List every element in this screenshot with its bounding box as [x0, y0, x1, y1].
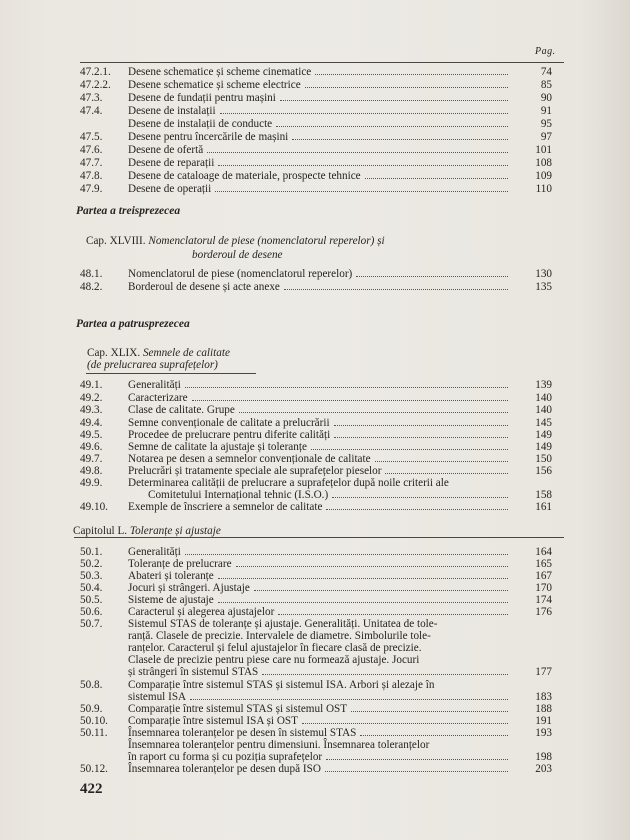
entry-page-number: 130 — [535, 268, 552, 280]
entry-number: 49.8. — [80, 465, 103, 477]
toc-entry — [80, 131, 552, 144]
dot-leader — [332, 497, 508, 498]
toc-entry — [80, 170, 552, 183]
entry-page-number: 198 — [535, 751, 552, 763]
entry-page-number: 161 — [535, 501, 552, 513]
entry-number: 50.4. — [80, 582, 103, 594]
chapter-48-title-line2: borderoul de desene — [192, 249, 283, 261]
entry-title: Desene de fundații pentru mașini — [128, 92, 276, 104]
dot-leader — [218, 602, 508, 603]
toc-entry — [80, 92, 552, 105]
entry-number: 50.6. — [80, 606, 103, 618]
toc-entry — [80, 105, 552, 118]
entry-title: Însemnarea toleranțelor pe desen după ISO — [128, 763, 321, 775]
entry-title: Exemple de înscriere a semnelor de calitate — [128, 501, 323, 513]
entry-title: Desene de cataloage de materiale, prospecte tehnice — [128, 170, 361, 182]
entry-page-number: 91 — [540, 105, 552, 117]
entry-page-number: 191 — [535, 715, 552, 727]
entry-page-number: 145 — [535, 417, 552, 429]
entry-page-number: 188 — [535, 703, 552, 715]
dot-leader — [305, 87, 508, 88]
entry-number: 49.1. — [80, 379, 103, 391]
entry-number: 49.9. — [80, 477, 103, 489]
entry-title: Comparație între sistemul STAS și sistemul OST — [128, 703, 348, 715]
entry-title: Generalități — [128, 546, 181, 558]
entry-title: Prelucrări și tratamente speciale ale suprafețelor pieselor — [128, 465, 382, 477]
entry-title: Desene de operații — [128, 183, 212, 195]
entry-number: 47.8. — [80, 170, 103, 182]
dot-leader — [192, 400, 508, 401]
chapter-48-number: Cap. XLVIII. — [86, 235, 146, 247]
entry-title: Abateri și toleranțe — [128, 570, 214, 582]
entry-page-number: 140 — [535, 404, 552, 416]
dot-leader — [220, 113, 508, 114]
entry-number: 47.3. — [80, 92, 103, 104]
dot-leader — [385, 473, 508, 474]
entry-page-number: 149 — [535, 429, 552, 441]
entry-number: 49.2. — [80, 392, 103, 404]
entry-number: 48.1. — [80, 268, 103, 280]
entry-title: Toleranțe de prelucrare — [128, 558, 232, 570]
chapter-49-underline — [86, 373, 256, 374]
entry-title: Comparație între sistemul STAS și sistemul ISA. Arbori și alezaje în — [128, 679, 435, 691]
part-13-heading: Partea a treisprezecea — [76, 205, 181, 217]
entry-title: Desene schematice și scheme cinematice — [128, 66, 312, 78]
entry-title: Caracterul și alegerea ajustajelor — [128, 606, 275, 618]
toc-entry — [80, 118, 552, 131]
entry-title: Borderoul de desene și acte anexe — [128, 281, 280, 293]
entry-number: 50.9. — [80, 703, 103, 715]
dot-leader — [302, 723, 508, 724]
entry-page-number: 193 — [535, 727, 552, 739]
entry-page-number: 150 — [535, 453, 552, 465]
entry-title: Determinarea calității de prelucrare a suprafețelor după noile criterii ale — [128, 477, 449, 489]
entry-number: 50.5. — [80, 594, 103, 606]
entry-number: 49.3. — [80, 404, 103, 416]
entry-page-number: 167 — [535, 570, 552, 582]
dot-leader — [278, 614, 508, 615]
dot-leader — [276, 126, 508, 127]
entry-title: Sisteme de ajustaje — [128, 594, 214, 606]
toc-entry — [80, 379, 552, 392]
entry-number: 49.4. — [80, 417, 103, 429]
entry-number: 47.7. — [80, 157, 103, 169]
entry-page-number: 203 — [535, 763, 552, 775]
entry-title: Desene schematice și scheme electrice — [128, 79, 301, 91]
entry-title: sistemul ISA — [128, 691, 187, 703]
entry-title: Însemnarea toleranțelor pentru dimensiuni. Însemnarea toleranțelor — [128, 739, 430, 751]
entry-page-number: 110 — [535, 183, 552, 195]
toc-entry — [80, 144, 552, 157]
entry-page-number: 101 — [535, 144, 552, 156]
dot-leader — [218, 578, 508, 579]
entry-title: Caracterizare — [128, 392, 188, 404]
toc-entry-49-10 — [80, 501, 552, 514]
chapter-49-title — [87, 347, 230, 359]
dot-leader — [185, 554, 508, 555]
entry-title: Desene de instalații — [128, 105, 216, 117]
dot-leader — [284, 289, 508, 290]
dot-leader — [334, 437, 508, 438]
entry-title: Însemnarea toleranțelor pe desen în sistemul STAS — [128, 727, 357, 739]
dot-leader — [365, 178, 508, 179]
entry-number: 48.2. — [80, 281, 103, 293]
entry-title: Sistemul STAS de toleranțe și ajustaje. Generalități. Unitatea de tole- — [128, 618, 438, 630]
dot-leader — [218, 165, 508, 166]
toc-entry — [80, 268, 552, 281]
entry-page-number: 97 — [540, 131, 552, 143]
toc-entry — [80, 66, 552, 79]
entry-title: Generalități — [128, 379, 181, 391]
entry-page-number: 174 — [535, 594, 552, 606]
entry-number: 49.7. — [80, 453, 103, 465]
entry-page-number: 170 — [535, 582, 552, 594]
dot-leader — [185, 387, 508, 388]
dot-leader — [315, 74, 508, 75]
entry-number: 47.9. — [80, 183, 103, 195]
dot-leader — [360, 735, 508, 736]
entry-title: Procedee de prelucrare pentru diferite calități — [128, 429, 331, 441]
entry-page-number: 108 — [535, 157, 552, 169]
page-column-label: Pag. — [535, 46, 556, 57]
dot-leader — [262, 674, 508, 675]
entry-number: 50.10. — [80, 715, 108, 727]
entry-title: Notarea pe desen a semnelor convenționale de calitate — [128, 453, 371, 465]
entry-number: 49.10. — [80, 501, 108, 513]
entry-page-number: 164 — [535, 546, 552, 558]
dot-leader — [207, 152, 508, 153]
entry-number: 49.6. — [80, 441, 103, 453]
entry-title: în raport cu forma și cu poziția suprafețelor — [128, 751, 323, 763]
entry-title: Nomenclatorul de piese (nomenclatorul reperelor) — [128, 268, 353, 280]
dot-leader — [326, 759, 508, 760]
entry-number: 49.5. — [80, 429, 103, 441]
entry-page-number: 140 — [535, 392, 552, 404]
toc-entry — [80, 157, 552, 170]
chapter-50-prefix: Capitolul L. — [73, 525, 128, 537]
entry-title: ranțelor. Caracterul și felul ajustajelor în fiecare clasă de precizie. — [128, 642, 422, 654]
chapter-49-number: Cap. XLIX. — [87, 347, 141, 359]
dot-leader — [325, 771, 508, 772]
chapter-48-title — [86, 235, 385, 247]
entry-page-number: 165 — [535, 558, 552, 570]
entry-number: 47.4. — [80, 105, 103, 117]
chapter-50-rule — [74, 537, 564, 538]
entry-number: 47.2.1. — [80, 66, 111, 78]
dot-leader — [190, 699, 508, 700]
dot-leader — [236, 566, 508, 567]
dot-leader — [326, 509, 508, 510]
entry-title: Jocuri și strângeri. Ajustaje — [128, 582, 250, 594]
part-14-heading: Partea a patrusprezecea — [76, 318, 190, 330]
entry-page-number: 149 — [535, 441, 552, 453]
dot-leader — [239, 412, 508, 413]
dot-leader — [375, 461, 508, 462]
entry-page-number: 183 — [535, 691, 552, 703]
entry-title: Semne de calitate la ajustaje și toleranțe — [128, 441, 307, 453]
entry-number: 50.3. — [80, 570, 103, 582]
dot-leader — [215, 191, 508, 192]
entry-page-number: 74 — [540, 66, 552, 78]
entry-page-number: 139 — [535, 379, 552, 391]
chapter-50-title — [73, 525, 221, 537]
entry-title: Desene pentru încercările de mașini — [128, 131, 289, 143]
entry-title: Desene de reparații — [128, 157, 215, 169]
page-number: 422 — [80, 781, 103, 797]
toc-entry — [80, 79, 552, 92]
entry-page-number: 109 — [535, 170, 552, 182]
dot-leader — [254, 590, 508, 591]
toc-entry — [80, 183, 552, 196]
toc-entry-50-7-cont — [80, 666, 552, 679]
entry-number: 50.8. — [80, 679, 103, 691]
entry-title: Desene de ofertă — [128, 144, 204, 156]
chapter-49-title-line1: Semnele de calitate — [142, 347, 230, 359]
entry-number: 50.7. — [80, 618, 103, 630]
entry-page-number: 176 — [535, 606, 552, 618]
dot-leader — [356, 276, 508, 277]
dot-leader — [311, 449, 508, 450]
entry-page-number: 95 — [540, 118, 552, 130]
entry-title: ranță. Clasele de precizie. Intervalele de diametre. Simbolurile tole- — [128, 630, 431, 642]
entry-number: 50.1. — [80, 546, 103, 558]
dot-leader — [334, 425, 508, 426]
entry-page-number: 156 — [535, 465, 552, 477]
entry-title: Semne convenționale de calitate a prelucrării — [128, 417, 330, 429]
entry-title: Desene de instalații de conducte — [128, 118, 273, 130]
entry-number: 47.2.2. — [80, 79, 111, 91]
entry-title: Comitetului Internațional tehnic (I.S.O.) — [148, 489, 329, 501]
entry-page-number: 135 — [535, 281, 552, 293]
header-rule — [80, 62, 564, 63]
toc-entry — [80, 281, 552, 294]
entry-number: 47.5. — [80, 131, 103, 143]
entry-title: și strângeri în sistemul STAS — [128, 666, 259, 678]
entry-page-number: 177 — [535, 666, 552, 678]
toc-entry — [80, 404, 552, 417]
entry-page-number: 90 — [540, 92, 552, 104]
dot-leader — [292, 139, 508, 140]
chapter-48-title-line1: Nomenclatorul de piese (nomenclatorul reperelor) și — [148, 235, 385, 247]
entry-number: 50.11. — [80, 727, 108, 739]
entry-page-number: 85 — [540, 79, 552, 91]
entry-number: 50.2. — [80, 558, 103, 570]
entry-page-number: 158 — [535, 489, 552, 501]
entry-title: Clasele de precizie pentru piese care nu formează ajustaje. Jocuri — [128, 654, 420, 666]
dot-leader — [280, 100, 508, 101]
chapter-49-title-line2: (de prelucrarea suprafețelor) — [87, 359, 218, 371]
entry-number: 47.6. — [80, 144, 103, 156]
toc-entry-50-12 — [80, 763, 552, 776]
dot-leader — [351, 711, 508, 712]
chapter-50-title-text: Toleranțe și ajustaje — [129, 525, 221, 537]
entry-title: Comparație între sistemul ISA și OST — [128, 715, 298, 727]
entry-number: 50.12. — [80, 763, 108, 775]
entry-title: Clase de calitate. Grupe — [128, 404, 235, 416]
